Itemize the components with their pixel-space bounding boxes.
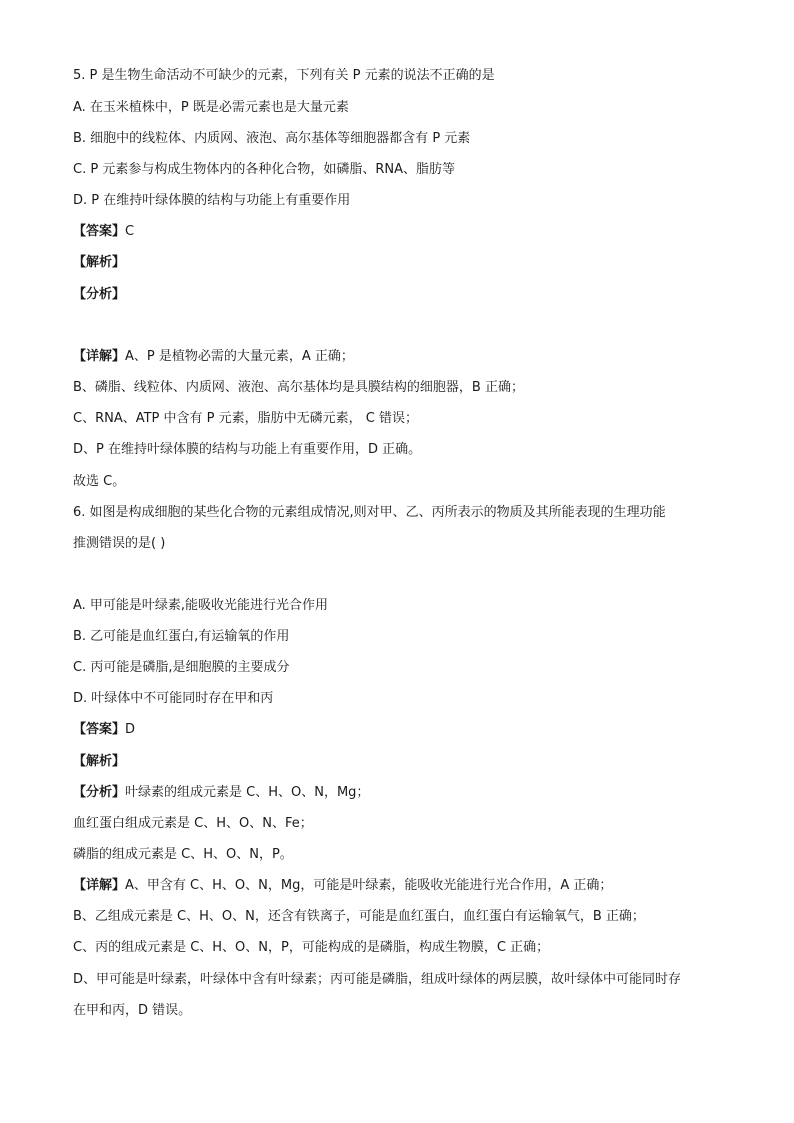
q6-detail-line-4: D、甲可能是叶绿素，叶绿体中含有叶绿素；丙可能是磷脂，组成叶绿体的两层膜，故叶绿体中可能同时存 [73, 972, 682, 987]
q6-option-a: A. 甲可能是叶绿素,能吸收光能进行光合作用 [73, 598, 329, 613]
q5-detail-line-2: B、磷脂、线粒体、内质网、液泡、高尔基体均是具膜结构的细胞器，B 正确； [73, 380, 524, 395]
q5-option-a: A. 在玉米植株中，P 既是必需元素也是大量元素 [73, 100, 349, 115]
q6-detail-line-5: 在甲和丙，D 错误。 [73, 1003, 192, 1018]
q5-option-d: D. P 在维持叶绿体膜的结构与功能上有重要作用 [73, 193, 351, 208]
q6-option-b: B. 乙可能是血红蛋白,有运输氧的作用 [73, 629, 290, 644]
q6-answer [73, 721, 135, 739]
q6-option-d: D. 叶绿体中不可能同时存在甲和丙 [73, 691, 274, 706]
q5-option-b: B. 细胞中的线粒体、内质网、液泡、高尔基体等细胞器都含有 P 元素 [73, 131, 471, 146]
fenxi-label: 【分析】 [73, 785, 126, 800]
q6-fenxi-line-1 [73, 784, 369, 802]
q5-detail-line-3: C、RNA、ATP 中含有 P 元素，脂肪中无磷元素， C 错误； [73, 411, 418, 426]
q5-conclusion: 故选 C。 [73, 474, 126, 489]
q6-option-c: C. 丙可能是磷脂,是细胞膜的主要成分 [73, 660, 290, 675]
detail-label: 【详解】 [73, 878, 126, 893]
answer-label: 【答案】 [73, 722, 126, 737]
q6-detail-line-2: B、乙组成元素是 C、H、O、N，还含有铁离子，可能是血红蛋白，血红蛋白有运输氧气，B 正确； [73, 909, 645, 924]
q6-detail-line-3: C、丙的组成元素是 C、H、O、N，P，可能构成的是磷脂，构成生物膜，C 正确； [73, 940, 550, 955]
q5-stem: 5. P 是生物生命活动不可缺少的元素，下列有关 P 元素的说法不正确的是 [73, 68, 495, 83]
q6-detail-line-1 [73, 877, 612, 895]
q5-fenxi-label: 【分析】 [73, 287, 126, 302]
detail-text: A、P 是植物必需的大量元素，A 正确； [125, 349, 354, 364]
q5-answer [73, 223, 134, 241]
detail-label: 【详解】 [73, 349, 126, 364]
answer-label: 【答案】 [73, 224, 126, 239]
q5-analysis-label: 【解析】 [73, 255, 126, 270]
answer-value: D [125, 722, 136, 737]
answer-value: C [125, 224, 135, 239]
q6-fenxi-line-3: 磷脂的组成元素是 C、H、O、N，P。 [73, 847, 293, 862]
fenxi-text: 叶绿素的组成元素是 C、H、O、N，Mg； [125, 785, 370, 800]
detail-text: A、甲含有 C、H、O、N，Mg，可能是叶绿素，能吸收光能进行光合作用，A 正确； [125, 878, 613, 893]
q5-detail-line-4: D、P 在维持叶绿体膜的结构与功能上有重要作用，D 正确。 [73, 442, 422, 457]
q5-option-c: C. P 元素参与构成生物体内的各种化合物，如磷脂、RNA、脂肪等 [73, 162, 455, 177]
q6-stem-line-1: 6. 如图是构成细胞的某些化合物的元素组成情况,则对甲、乙、丙所表示的物质及其所能表现的生理功能 [73, 505, 666, 520]
q6-analysis-label: 【解析】 [73, 754, 126, 769]
q5-detail-line-1 [73, 348, 354, 366]
q6-stem-line-2: 推测错误的是( ) [73, 536, 166, 551]
q6-fenxi-line-2: 血红蛋白组成元素是 C、H、O、N、Fe； [73, 816, 313, 831]
